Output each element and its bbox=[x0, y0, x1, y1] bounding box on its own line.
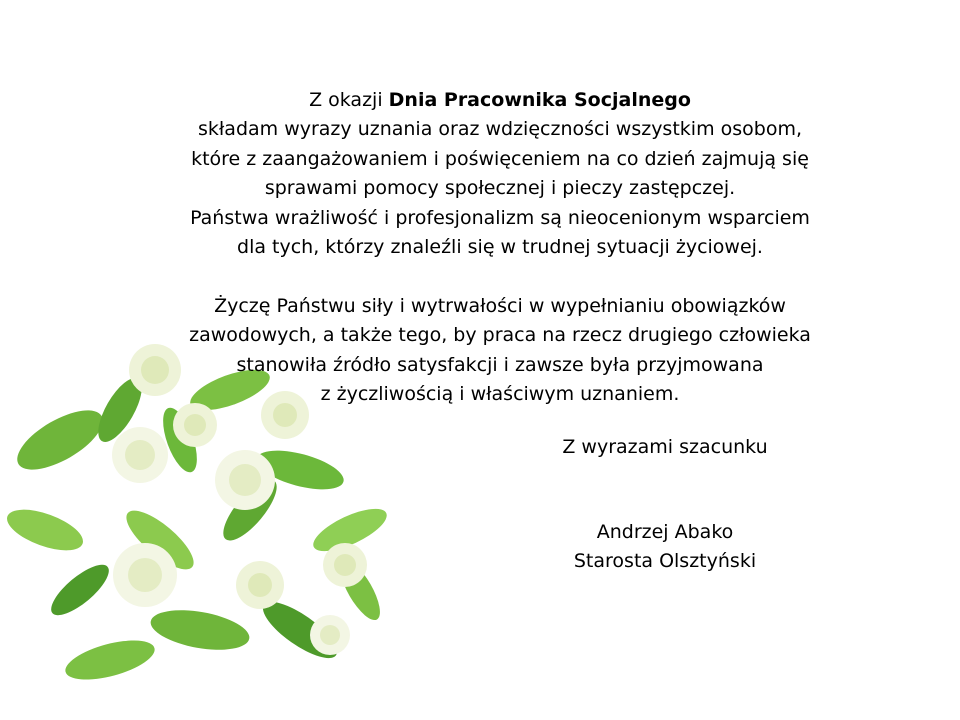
message-line: składam wyrazy uznania oraz wdzięczności wszystkim osobom, bbox=[198, 118, 802, 141]
signatory-name: Andrzej Abako bbox=[596, 521, 734, 543]
paragraph-spacer bbox=[120, 262, 880, 291]
wishes-line: stanowiła źródło satysfakcji i zawsze była przyjmowana bbox=[236, 353, 764, 376]
wishes-line: z życzliwością i właściwym uznaniem. bbox=[320, 383, 680, 406]
signatory-title: Starosta Olsztyński bbox=[573, 550, 757, 572]
message-line: dla tych, którzy znaleźli się w trudnej sytuacji życiowej. bbox=[237, 236, 763, 259]
signature-block bbox=[520, 518, 810, 576]
message-line: które z zaangażowaniem i poświęceniem na co dzień zajmują się bbox=[191, 147, 809, 170]
message-line: Państwa wrażliwość i profesjonalizm są nieocenionym wsparciem bbox=[190, 206, 810, 229]
wishes-line: zawodowych, a także tego, by praca na rzecz drugiego człowieka bbox=[189, 324, 811, 347]
greeting-opening-line bbox=[120, 86, 880, 115]
closing-phrase bbox=[520, 433, 810, 462]
greeting-message bbox=[120, 86, 880, 409]
opening-prefix: Z okazji bbox=[309, 89, 389, 111]
closing-text: Z wyrazami szacunku bbox=[562, 436, 768, 458]
occasion-name: Dnia Pracownika Socjalnego bbox=[388, 89, 691, 111]
message-line: sprawami pomocy społecznej i pieczy zastępczej. bbox=[264, 177, 736, 200]
wishes-line: Życzę Państwu siły i wytrwałości w wypełnianiu obowiązków bbox=[214, 294, 786, 317]
